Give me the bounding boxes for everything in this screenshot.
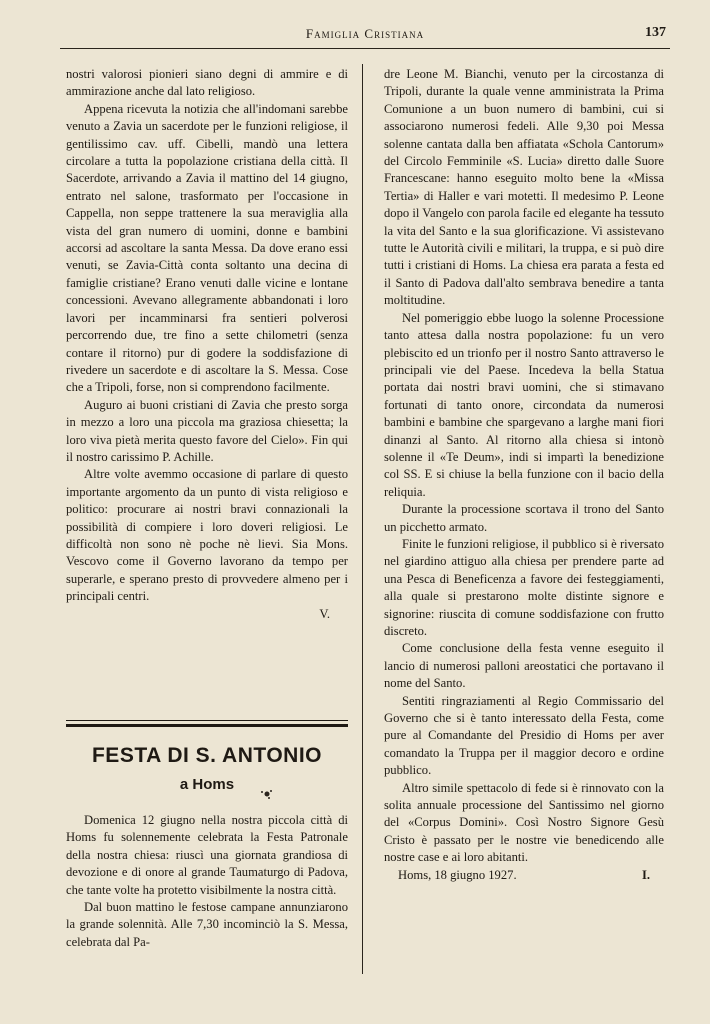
- header-rule: [60, 48, 670, 49]
- paragraph: Auguro ai buoni cristiani di Zavia che presto sorga in mezzo a loro una piccola ma graziosa chiesetta; la loro viva pietà merita questo favore del Cielo». Fin qui il nostro carissimo P. Achille.: [66, 397, 348, 464]
- paragraph: Altre volte avemmo occasione di parlare di questo importante argomento da un punto di vista religioso e politico: procurare ai nostri bravi connazionali la possibilità di compiere i loro doveri religiosi. Le difficoltà non sono nè poche nè lievi. Sia Mons. Vescovo come il Governo lavorano da tempo per superarle, e sperano presto di provvedere almeno per i principali centri.: [66, 467, 348, 604]
- section-separator: [66, 720, 348, 727]
- column-divider: [362, 64, 363, 974]
- paragraph: Appena ricevuta la notizia che all'indomani sarebbe venuto a Zavia un sacerdote per le funzioni religiose, il gentilissimo cav. uff. Cibelli, mandò una lettera circolare a tutta la popolazione cristiana della città. Il Sacerdote, arrivando a Zavia il mattino del 14 giugno, entrato nel salone, trasformato per l'occasione in Cappella, non seppe trattenere la sua meraviglia alla vista del gran numero di uomini, donne e bambini accorsi ad ascoltare la santa Messa. Da dove erano essi venuti, se Zavia-Città conta soltanto una decina di famiglie cristiane? Erano venuti dalle vicine e lontane concessioni. Avevano allegramente abbandonati i loro lavori per incamminarsi fra sentieri polverosi percorrendo due, tre fino a sette chilometri (senza contare il ritorno) pur di godere la soddisfazione di rivedere un sacerdote e di ascoltare la S. Messa. Cose che a Tripoli, forse, non si comprendono facilmente.: [66, 101, 348, 395]
- paragraph: Durante la processione scortava il trono del Santo un picchetto armato.: [384, 502, 664, 534]
- thick-rule: [66, 724, 348, 727]
- paragraph: Dal buon mattino le festose campane annunziarono la grande solennità. Alle 7,30 incominciò la S. Messa, celebrata dal Pa-: [66, 900, 348, 949]
- paragraph: Altro simile spettacolo di fede si è rinnovato con la solita annuale processione del Santissimo nel giorno del «Corpus Domini». Così Nostro Signore Gesù Cristo è passato per le nostre vie benedicendo alle nostre case e ai loro abitanti.: [384, 780, 664, 865]
- paragraph: Domenica 12 giugno nella nostra piccola città di Homs fu solennemente celebrata la Festa Patronale della nostra chiesa: riuscì una giornata grandiosa di devozione e di onore al grande Taumaturgo di Padova, che tante volte ha protetto visibilmente la nostra città.: [66, 813, 348, 897]
- article-signature: V.: [319, 606, 330, 621]
- page-header: [60, 22, 670, 48]
- ornament-icon: [259, 786, 275, 802]
- section-subtitle: a Homs: [179, 776, 235, 793]
- left-column-bottom: [66, 812, 348, 951]
- right-column: [384, 66, 664, 884]
- paragraph: Finite le funzioni religiose, il pubblico si è riversato nel giardino attiguo alla chiesa per prendere parte ad una Pesca di Beneficenza a favore dei festeggiamenti, alla quale si prestarono molte distinte signore e signorine: riuscita di comune soddisfazione con frutto discreto.: [384, 536, 664, 638]
- left-column-top: [66, 66, 348, 623]
- page-number: 137: [645, 25, 666, 40]
- section-title: FESTA DI S. ANTONIO: [91, 744, 322, 767]
- paragraph: dre Leone M. Bianchi, venuto per la circostanza di Tripoli, durante la quale venne amministrata la Prima Comunione a un buon numero di bambini, cui si associarono numerosi fedeli. Alle 9,30 poi Messa solenne cantata dalla ben affiatata «Schola Cantorum» del Circolo Femminile «S. Lucia» diretto dalle Suore Francescane: hanno eseguito molto bene la «Missa Tertia» di Haller e vari motetti. Il medesimo P. Leone dopo il Vangelo con parola facile ed elegante ha tessuto la vita del Santo e la sua glorificazione. Vi assistevano tutte le Autorità civili e militari, la truppa, e si può dire tutti i cristiani di Homs. La chiesa era parata a festa ed il Santo di Padova dall'alto sembrava benedire a tanta moltitudine.: [384, 67, 664, 308]
- closing-line: [384, 867, 664, 884]
- author-initial: I.: [641, 867, 650, 882]
- running-title: Famiglia Cristiana: [305, 26, 425, 41]
- paragraph: Sentiti ringraziamenti al Regio Commissario del Governo che si è tanto interessato della Festa, come pure al Comandante del Presidio di Homs per aver comandato la Truppa per il maggior decoro e ordine pubblico.: [384, 693, 664, 778]
- paragraph: Come conclusione della festa venne eseguito il lancio di numerosi palloni areostatici che portavano il nome del Santo.: [384, 641, 664, 691]
- place-date: Homs, 18 giugno 1927.: [398, 867, 517, 882]
- paragraph: Nel pomeriggio ebbe luogo la solenne Processione tanto attesa dalla nostra popolazione: fu un vero plebiscito ed un trionfo per il nostro Santo attraverso le principali vie del Paese. Incedeva la bella Statua portata dai nostri bravi uomini, che si stimavano fortunati di tanto onore, circondata da numerosi bambini e bambine che spargevano a larghe mani fiori dinanzi al Santo. Al ritorno alla chiesa si intonò solenne il «Te Deum», indi si impartì la benedizione col SS. E si chiuse la bella funzione con il bacio della reliquia.: [384, 310, 664, 499]
- thin-rule: [66, 720, 348, 721]
- paragraph: nostri valorosi pionieri siano degni di ammire e di ammirazione anche dal lato religioso.: [66, 67, 348, 99]
